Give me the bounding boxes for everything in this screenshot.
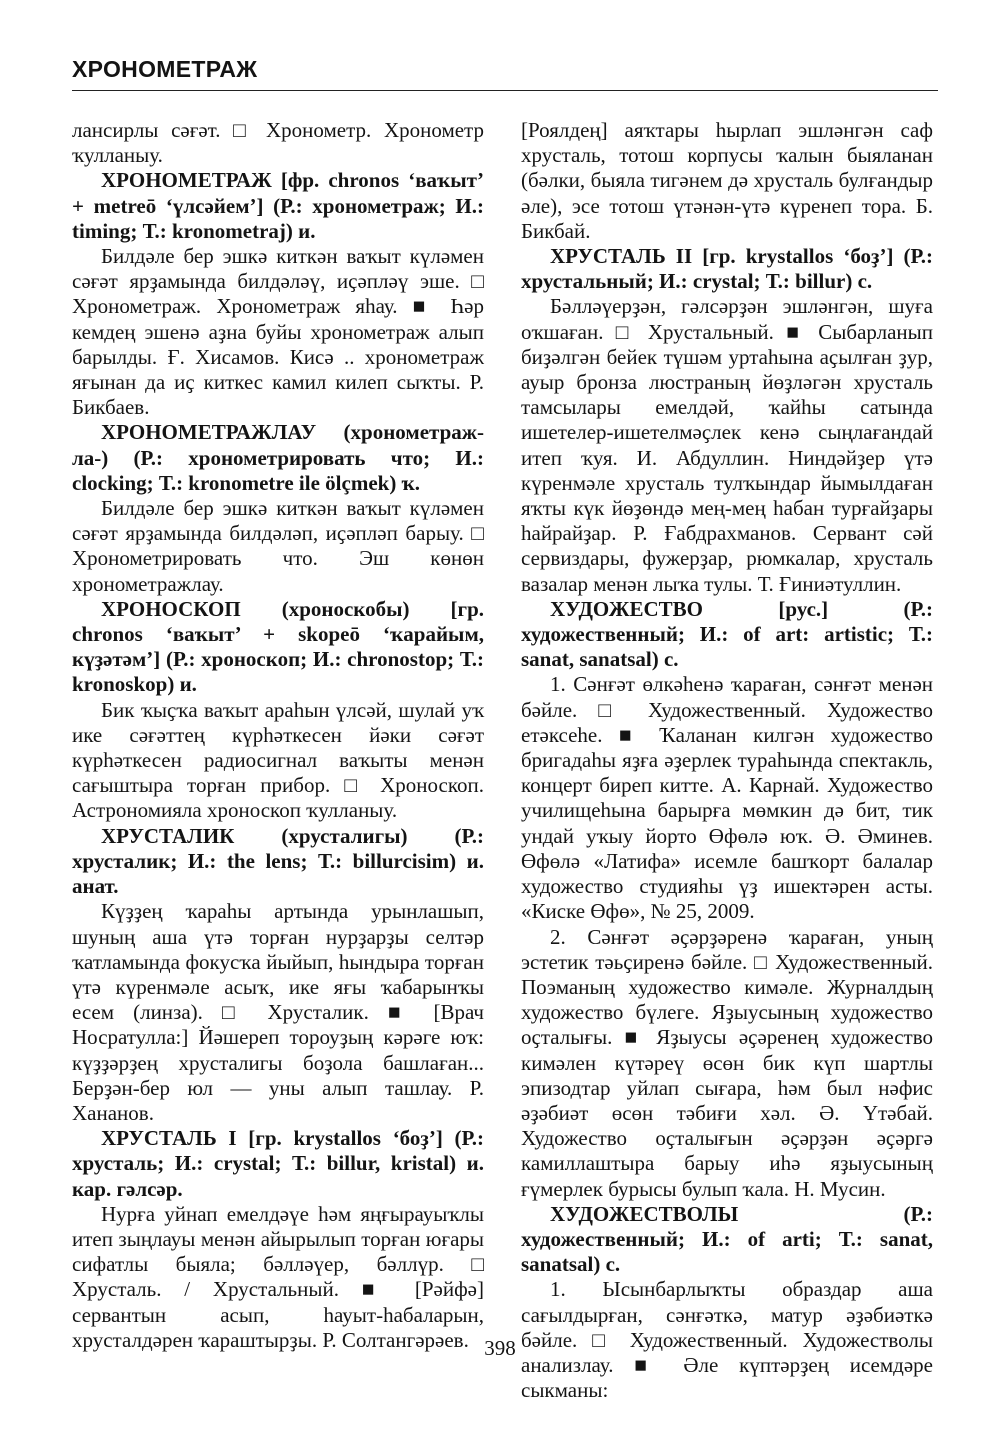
quote-continuation: [Роялдең] аяҡтары һырлап эшләнгән саф хрусталь, тотош корпусы ҡалын быяланан (бәлки, быяла тигәнем дә хрусталь булғандыр әле), эсе тотош үтәнән-үтә күренеп тора. Б. Бикбай. [521, 118, 933, 243]
definition-khudozhestvo-2: 2. Сәнғәт әҫәрҙәренә ҡараған, уның эстетик тәьҫиренә бәйле. □ Художественный. Поэманың художество кимәле. Журналдың художество бүлеге. Яҙыусының художество оҫталығы. ■ Яҙыусы әҫәренең художество кимәлен күтәреү өсөн бик күп шартлы эпизодтар уйлап сығара, һәм был нәфис әҙәбиәт өсөн тәбиғи хәл. Ә. Үтәбай. Художество оҫталығын әҫәрҙән әҫәргә камиллаштыра барыу иһә яҙыусының ғүмерлек бурысы булып ҡала. Н. Мусин. [521, 924, 933, 1201]
definition-chronometrazhlau: Билдәле бер эшкә киткән ваҡыт күләмен сәғәт ярҙамында билдәләп, иҫәпләп барыу. □ Хронометрировать что. Эш көнөн хронометражлау. [72, 496, 484, 596]
entry-continuation: лансирлы сәғәт. □ Хронометр. Хронометр ҡулланыу. [72, 118, 484, 168]
headword-khrustalik: ХРУСТАЛИК (хрусталигы) (Р.: хрусталик; И.: the lens; Т.: billurcisim) и. анат. [72, 823, 484, 899]
headword-chronometrazh: ХРОНОМЕТРАЖ [фр. chronos ‘ваҡыт’ + metreō ‘үлсәйем’] (Р.: хронометраж; И.: timing; Т.: kronometraj) и. [72, 168, 484, 243]
header-rule [72, 90, 938, 91]
definition-chronometrazh: Билдәле бер эшкә киткән ваҡыт күләмен сәғәт ярҙамында билдәләү, иҫәпләү эше. □ Хронометраж. Хронометраж яһау. ■ Һәр кемдең эшенә аҙна буйы хронометраж алып барылды. Ғ. Хисамов. Кисә .. хронометраж яғынан да иҫ киткес камил килеп сыҡты. Р. Бикбаев. [72, 244, 484, 420]
definition-khrustal-1: Нурға уйнап емелдәүе һәм яңғырауыҡлы итеп зыңлауы менән айырылып торған юғары сифатлы быяла; бәлләүер, бәллүр. □ Хрусталь. / Хрустальный. ■ [Рәйфә] сервантын асып, һауыт-һабаларын, хрусталдәрен ҡараштырҙы. Р. Солтангәрәев. [72, 1201, 484, 1352]
headword-chronometrazhlau: ХРОНОМЕТРАЖЛАУ (хронометраж-ла-) (Р.: хронометрировать что; И.: clocking; Т.: kronometre ile ölçmek) ҡ. [72, 420, 484, 495]
page-number: 398 [484, 1336, 516, 1360]
definition-khudozhestvoly-1: 1. Ысынбарлыҡты образдар аша сағылдырған, сәнғәткә, матур әҙәбиәткә бәйле. □ Художественный. Художестволы анализлау. ■ Әле күптәрҙең исемдәре сыкманы: [521, 1277, 933, 1403]
running-head: ХРОНОМЕТРАЖ [72, 56, 258, 82]
definition-chronoskop: Бик ҡыҫҡа ваҡыт араһын үлсәй, шулай уҡ ике сәғәттең күрһәткесен йәки сәғәт күрһәткесен радиосигнал ваҡыты менән сағыштыра торған прибор. □ Хроноскоп. Астрономияла хроноскоп ҡулланыу. [72, 697, 484, 823]
headword-khrustal-2: ХРУСТАЛЬ II [гр. krystallos ‘боҙ’] (Р.: хрустальный; И.: crystal; Т.: billur) с. [521, 244, 933, 294]
headword-chronoskop: ХРОНОСКОП (хроноскобы) [гр. chronos ‘ваҡыт’ + skopeō ‘ҡарайым, күҙәтәм’] (Р.: хроноскоп; И.: chronostop; Т.: kronoskop) и. [72, 596, 484, 697]
definition-khrustal-2: Бәлләүерҙән, гәлсәрҙән эшләнгән, шуға оҡшаған. □ Хрустальный. ■ Сыбарланып биҙәлгән бейек түшәм уртаһына аҫылған ҙур, ауыр бронза люстраның йөҙләгән хрусталь тамсылары емелдәй, ҡайһы сатында ишетелер-ишетелмәҫлек кенә сыңлағандай итеп ҡуя. И. Абдуллин. Ниндәйҙер үтә күренмәле хрусталь тулҡындар йымылдаған яҡты күк йөҙөндә мең-мең һабан турғайҙары һайрайҙар. Р. Ғабдрахманов. Сервант сәй сервиздары, фужерҙар, рюмкалар, хрусталь вазалар менән лыҡа тулы. Т. Ғиниәтуллин. [521, 294, 933, 596]
headword-khudozhestvo: ХУДОЖЕСТВО [рус.] (Р.: художественный; И.: of art: artistic; Т.: sanat, sanatsal) с. [521, 596, 933, 672]
definition-khudozhestvo-1: 1. Сәнғәт өлкәһенә ҡараған, сәнғәт менән бәйле. □ Художественный. Художество етәксеһе. ■ Ҡаланан килгән художество бригадаһы яҙға әҙерлек тураһында спектакль, концерт биреп китте. А. Карнай. Художество училищеһына барырға мөмкин дә бит, тик ундай уҡыу йорто Өфөлә юҡ. Ә. Әминев. Өфөлә «Латифа» исемле башҡорт балалар художество студияһы үҙ ишектәрен асты. «Киске Өфө», № 25, 2009. [521, 672, 933, 924]
definition-khrustalik: Күҙҙең ҡараһы артында урынлашып, шуның аша үтә торған нурҙарҙы селтәр ҡатламында фокусҡа йыйып, һындыра торған үтә күренмәле асыҡ, ике яғы ҡабарынҡы есем (линза). □ Хрусталик. ■ [Врач Носратулла:] Йәшереп тороуҙың кәрәге юҡ: күҙҙәрҙең хрусталигы боҙола башлаған... Берҙән-бер юл — уны алып ташлау. Р. Хананов. [72, 899, 484, 1125]
right-column [521, 118, 933, 1403]
headword-khudozhestvoly: ХУДОЖЕСТВОЛЫ (Р.: художественный; И.: of arti; Т.: sanat, sanatsal) с. [521, 1201, 933, 1277]
left-column [72, 118, 484, 1353]
headword-khrustal-1: ХРУСТАЛЬ I [гр. krystallos ‘боҙ’] (Р.: хрусталь; И.: crystal; Т.: billur, kristal) и. кар. гәлсәр. [72, 1126, 484, 1201]
